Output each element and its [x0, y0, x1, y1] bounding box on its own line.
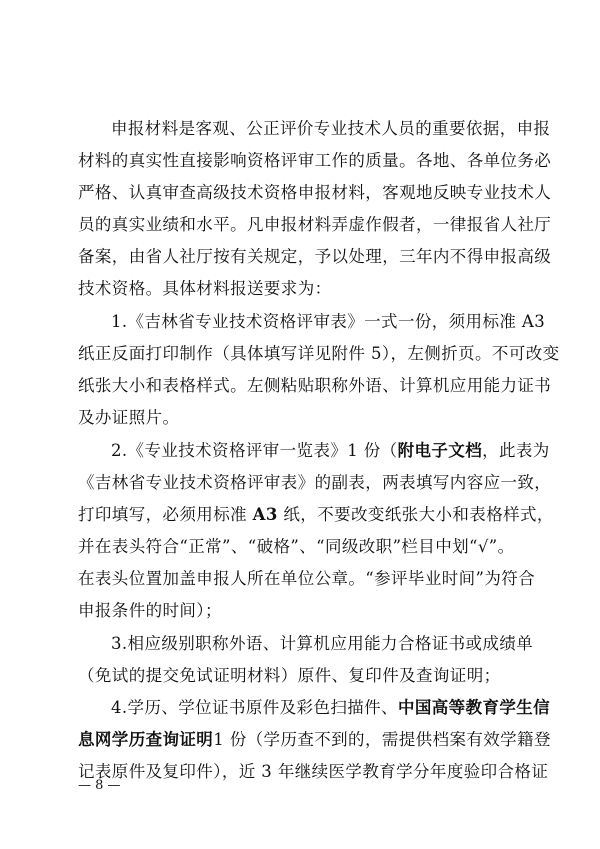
intro-paragraph [78, 113, 552, 305]
item-4-paragraph [78, 692, 551, 788]
text-line: 员的真实业绩和水平。凡申报材料弄虚作假者，一律报省人社厅 [78, 215, 552, 234]
item-2-paragraph [78, 435, 554, 627]
bold-text: A3 [252, 505, 278, 524]
text-line: 申报条件的时间）； [78, 601, 222, 620]
text-line: 技术资格。具体材料报送要求为： [78, 279, 332, 298]
text-line: 并在表头符合“正常”、“破格”、“同级改职”栏目中划“√”。 [78, 537, 515, 556]
text-line: 材料的真实性直接影响资格评审工作的质量。各地、各单位务必 [78, 151, 552, 170]
text-line: 记表原件及复印件），近 3 年继续医学教育学分年度验印合格证 [78, 762, 549, 781]
text-line [78, 435, 550, 467]
text-run: 1 份（学历查不到的，需提供档案有效学籍登 [213, 730, 551, 749]
text-run: 打印填写，必须用标准 [78, 505, 253, 524]
text-line: 备案，由省人社厅按有关规定，予以处理，三年内不得申报高级 [78, 247, 552, 266]
text-line: 严格、认真审查高级技术资格申报材料，客观地反映专业技术人 [78, 183, 552, 202]
bold-text: 息网学历查询证明 [78, 730, 214, 749]
item-3-paragraph [78, 628, 534, 692]
item-1-paragraph [78, 306, 560, 434]
bold-text: 中国高等教育学生信 [397, 698, 551, 717]
text-run: 纸，不要改变纸张大小和表格样式， [277, 505, 554, 524]
text-line: 纸正反面打印制作（具体填写详见附件 5），左侧折页。不可改变 [78, 344, 560, 363]
text-line [78, 692, 551, 724]
text-line [78, 499, 554, 531]
text-run: ，此表为 [482, 441, 550, 460]
text-run: 4.学历、学位证书原件及彩色扫描件、 [111, 698, 398, 717]
text-run: 2.《专业技术资格评审一览表》1 份（ [111, 441, 398, 460]
text-line: （免试的提交免试证明材料）原件、复印件及查询证明； [78, 666, 501, 685]
text-line: 1.《吉林省专业技术资格评审表》一式一份，须用标准 A3 [111, 312, 546, 331]
text-line [78, 724, 551, 756]
text-line: 申报材料是客观、公正评价专业技术人员的重要依据，申报 [111, 119, 551, 138]
page-number: — 8 — [78, 778, 121, 793]
text-line: 3.相应级别职称外语、计算机应用能力合格证书或成绩单 [111, 634, 534, 653]
bold-text: 附电子文档 [397, 441, 483, 460]
text-line: 《吉林省专业技术资格评审表》的副表，两表填写内容应一致， [78, 473, 552, 492]
text-line: 在表头位置加盖申报人所在单位公章。“参评毕业时间”为符合 [78, 569, 536, 588]
text-line: 及办证照片。 [78, 408, 180, 427]
text-line: 纸张大小和表格样式。左侧粘贴职称外语、计算机应用能力证书 [78, 376, 552, 395]
